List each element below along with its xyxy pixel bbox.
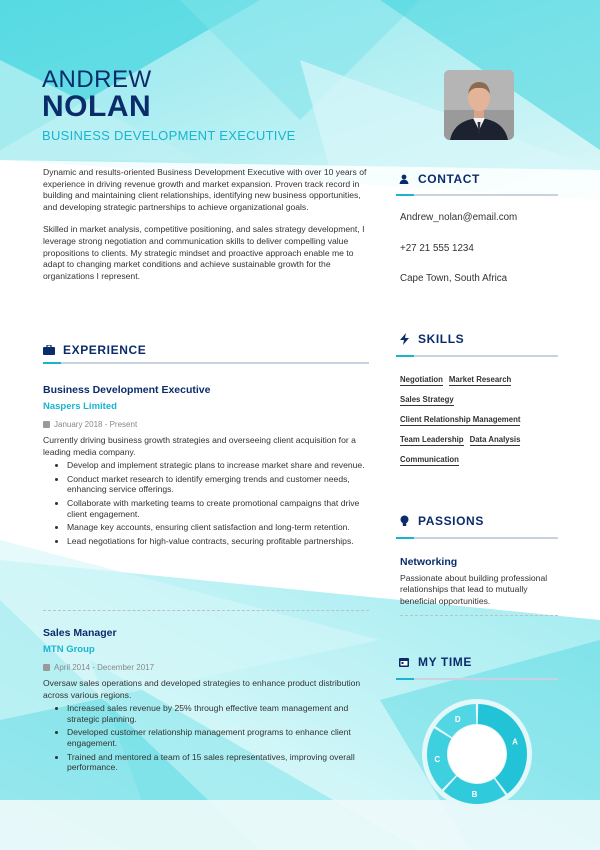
my-time-heading (398, 655, 472, 669)
skill-tag: Team Leadership (400, 435, 464, 444)
contact-email[interactable]: Andrew_nolan@email.com (400, 212, 518, 223)
job-dates (43, 420, 373, 429)
profile-photo (444, 70, 514, 140)
experience-rule (43, 362, 369, 364)
skill-tag: Data Analysis (469, 435, 521, 444)
donut-label-d: D (454, 714, 461, 724)
skill-tag: Client Relationship Management (400, 415, 521, 424)
job-bullet: Trained and mentored a team of 15 sales representatives, improving overall performance. (55, 752, 373, 773)
skills-heading-label: SKILLS (418, 332, 465, 346)
contact-rule (396, 194, 558, 196)
my-time-donut-chart (420, 697, 534, 811)
skills-rule (396, 355, 558, 357)
job-role: Sales Manager (43, 627, 117, 639)
job-divider (43, 610, 369, 611)
contact-location: Cape Town, South Africa (400, 273, 508, 284)
job-bullet: Developed customer relationship management programs to enhance client engagement. (55, 727, 373, 748)
job-bullets (43, 460, 373, 546)
skill-tag: Sales Strategy (400, 395, 454, 404)
person-icon (398, 173, 410, 185)
donut-label-c: C (434, 755, 441, 765)
experience-heading (43, 343, 146, 357)
job-bullet: Increased sales revenue by 25% through effective team management and strategic planning. (55, 703, 373, 724)
job-dates (43, 663, 373, 672)
job-company: MTN Group (43, 644, 95, 655)
summary-paragraph: Skilled in market analysis, competitive positioning, and sales strategy development, I leverage strong negotiation and communication skills to deliver compelling value propositions to clients. My strategic mindset and proactive approach enable me to adapt to changing market conditions and achieve sustainable growth for the organizations I represent. (43, 224, 365, 281)
calendar-icon (43, 421, 50, 428)
job-dates-text: January 2018 - Present (54, 420, 138, 429)
donut-label-b: B (471, 789, 478, 799)
job-bullet: Conduct market research to identify emerging trends and customer needs, enhancing service offerings. (55, 474, 373, 495)
job-description: Currently driving business growth strategies and overseeing client acquisition for a leading media company. (43, 435, 356, 457)
calendar-icon (43, 664, 50, 671)
lightning-icon (398, 333, 410, 345)
calendar-icon (398, 656, 410, 668)
job-company: Naspers Limited (43, 401, 117, 412)
experience-heading-label: EXPERIENCE (63, 343, 147, 357)
skills-list (400, 375, 560, 475)
passion-divider (400, 615, 558, 616)
contact-phone[interactable]: +27 21 555 1234 (400, 243, 474, 254)
job-bullet: Collaborate with marketing teams to create promotional campaigns that drive client engagement. (55, 498, 373, 519)
my-time-heading-label: MY TIME (418, 655, 472, 669)
experience-entry (43, 384, 373, 549)
job-bullet: Manage key accounts, ensuring client satisfaction and long-term retention. (55, 522, 373, 533)
job-bullets (43, 703, 373, 773)
skill-tag: Communication (400, 455, 459, 464)
summary (43, 167, 371, 282)
job-role: Business Development Executive (43, 384, 211, 396)
job-bullet: Lead negotiations for high-value contracts, securing profitable partnerships. (55, 536, 373, 547)
lightbulb-icon (398, 515, 410, 527)
my-time-rule (396, 678, 558, 680)
donut-hole (448, 725, 506, 783)
job-bullet: Develop and implement strategic plans to increase market share and revenue. (55, 460, 373, 471)
job-description: Oversaw sales operations and developed strategies to enhance product distribution across various regions. (43, 678, 361, 700)
job-dates-text: April 2014 - December 2017 (54, 663, 155, 672)
passion-title: Networking (400, 556, 458, 568)
skills-heading (398, 332, 464, 346)
last-name: NOLAN (42, 90, 152, 123)
contact-heading-label: CONTACT (418, 172, 480, 186)
passions-heading (398, 514, 484, 528)
skill-tag: Market Research (448, 375, 512, 384)
passions-heading-label: PASSIONS (418, 514, 484, 528)
contact-heading (398, 172, 480, 186)
headline-title: BUSINESS DEVELOPMENT EXECUTIVE (42, 128, 296, 143)
summary-paragraph: Dynamic and results-oriented Business Development Executive with over 10 years of experience in driving revenue growth and market expansion. Proven track record in building and maintaining client relationships, identifying new business opportunities, and developing strategic partnerships to achieve organizational goals. (43, 167, 367, 212)
first-name: ANDREW (42, 66, 152, 93)
passion-description: Passionate about building professional relationships that lead to mutually beneficial opportunities. (400, 573, 548, 606)
skill-tag: Negotiation (400, 375, 443, 384)
experience-entry (43, 627, 373, 776)
passions-rule (396, 537, 558, 539)
briefcase-icon (43, 344, 55, 356)
donut-label-a: A (512, 737, 518, 747)
